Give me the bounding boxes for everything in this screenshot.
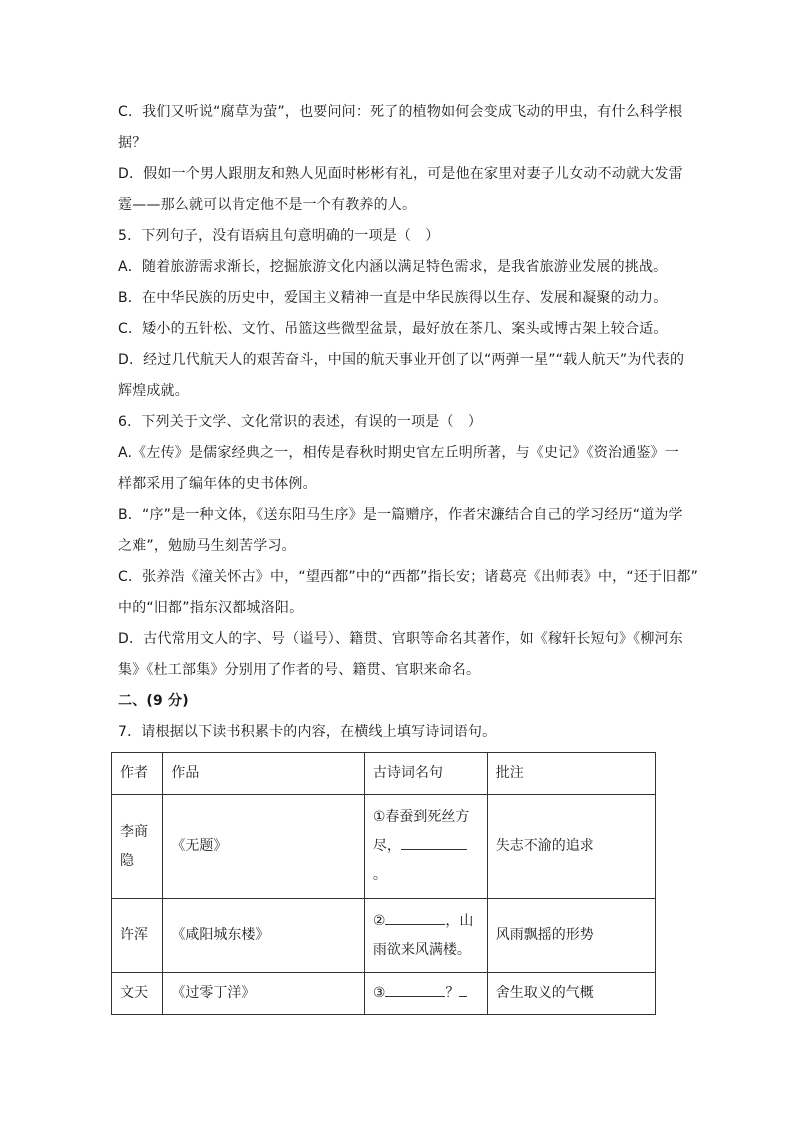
fill-in-blank-1[interactable] [401,833,467,850]
question-5-stem: 5．下列句子，没有语病且句意明确的一项是（ ） [118,228,440,244]
verse-cell [364,973,487,1015]
header-verse: 古诗词名句 [364,753,487,795]
question-6-option-c-line-2: 中的“旧都”指东汉都城洛阳。 [118,600,304,616]
table-row [112,899,656,973]
header-note: 批注 [487,753,655,795]
question-6-option-b-line-1: B．“序”是一种文体，《送东阳马生序》是一篇赠序，作者宋濂结合自己的学习经历“道为学 [118,507,683,523]
note-cell: 失志不渝的追求 [487,795,655,899]
question-6-stem: 6．下列关于文学、文化常识的表述，有误的一项是（ ） [118,414,483,430]
q4-option-c-line-2: 据？ [118,135,147,151]
verse-text: 。 [372,867,387,883]
verse-text: 尽， [372,838,401,854]
fill-in-blank-4[interactable] [459,980,467,997]
verse-text: ？ [445,985,460,1001]
question-6-option-c-line-1: C．张养浩《潼关怀古》中，“望西都”中的“西都”指长安；诸葛亮《出师表》中，“还于旧都” [118,569,699,585]
author-cell: 许浑 [112,899,163,973]
question-5-option-b: B．在中华民族的历史中，爱国主义精神一直是中华民族得以生存、发展和凝聚的动力。 [118,290,668,306]
verse-text: 雨欲来风满楼。 [372,941,471,958]
table-row [112,973,656,1015]
author-cell: 文天 [112,973,163,1015]
section-2-heading: 二、(9 分) [118,693,189,709]
q4-option-d-line-2: 霆——那么就可以肯定他不是一个有教养的人。 [118,197,417,213]
fill-in-blank-3[interactable] [385,980,445,997]
table-row [112,795,656,899]
verse-text: ，山 [445,912,474,929]
work-cell: 《无题》 [163,795,364,899]
question-6-option-a-line-2: 样都采用了编年体的史书体例。 [118,476,317,492]
note-cell: 舍生取义的气概 [487,973,655,1015]
question-6-option-b-line-2: 之难”，勉励马生刻苦学习。 [118,538,296,554]
question-6-option-d-line-2: 集》《杜工部集》分别用了作者的号、籍贯、官职来命名。 [118,662,481,678]
author-cell [112,795,163,899]
question-5-option-d-line-1: D．经过几代航天人的艰苦奋斗，中国的航天事业开创了以“两弹一星”“载人航天”为代表的 [118,352,685,368]
question-5-option-d-line-2: 辉煌成就。 [118,383,189,399]
verse-cell [364,899,487,973]
question-5-option-a: A．随着旅游需求渐长，挖掘旅游文化内涵以满足特色需求，是我省旅游业发展的挑战。 [118,259,668,275]
question-5-option-c: C．矮小的五针松、文竹、吊篮这些微型盆景，最好放在茶几、案头或博古架上较合适。 [118,321,668,337]
fill-in-blank-2[interactable] [385,908,445,925]
verse-text: ①春蚕到死丝方 [372,809,470,825]
question-7-stem: 7．请根据以下读书积累卡的内容，在横线上填写诗词语句。 [118,724,497,740]
verse-marker: ② [372,912,386,929]
author-name-part-1: 李商 [120,823,148,840]
note-cell: 风雨飘摇的形势 [487,899,655,973]
author-name-part-2: 隐 [120,852,134,869]
table-header-row [112,753,656,795]
q4-option-d-line-1: D．假如一个男人跟朋友和熟人见面时彬彬有礼，可是他在家里对妻子儿女动不动就大发雷 [118,166,683,182]
reading-card-table [111,752,656,1015]
verse-marker: ③ [372,985,386,1001]
question-6-option-d-line-1: D．古代常用文人的字、号（谥号）、籍贯、官职等命名其著作，如《稼轩长短句》《柳河东 [118,631,683,647]
header-author: 作者 [112,753,163,795]
verse-cell [364,795,487,899]
q4-option-c-line-1: C．我们又听说“腐草为萤”，也要问问：死了的植物如何会变成飞动的甲虫，有什么科学根 [118,104,683,120]
question-6-option-a-line-1: A.《左传》是儒家经典之一，相传是春秋时期史官左丘明所著，与《史记》《资治通鉴》一 [118,445,679,461]
header-work: 作品 [163,753,364,795]
work-cell: 《咸阳城东楼》 [163,899,364,973]
work-cell: 《过零丁洋》 [163,973,364,1015]
